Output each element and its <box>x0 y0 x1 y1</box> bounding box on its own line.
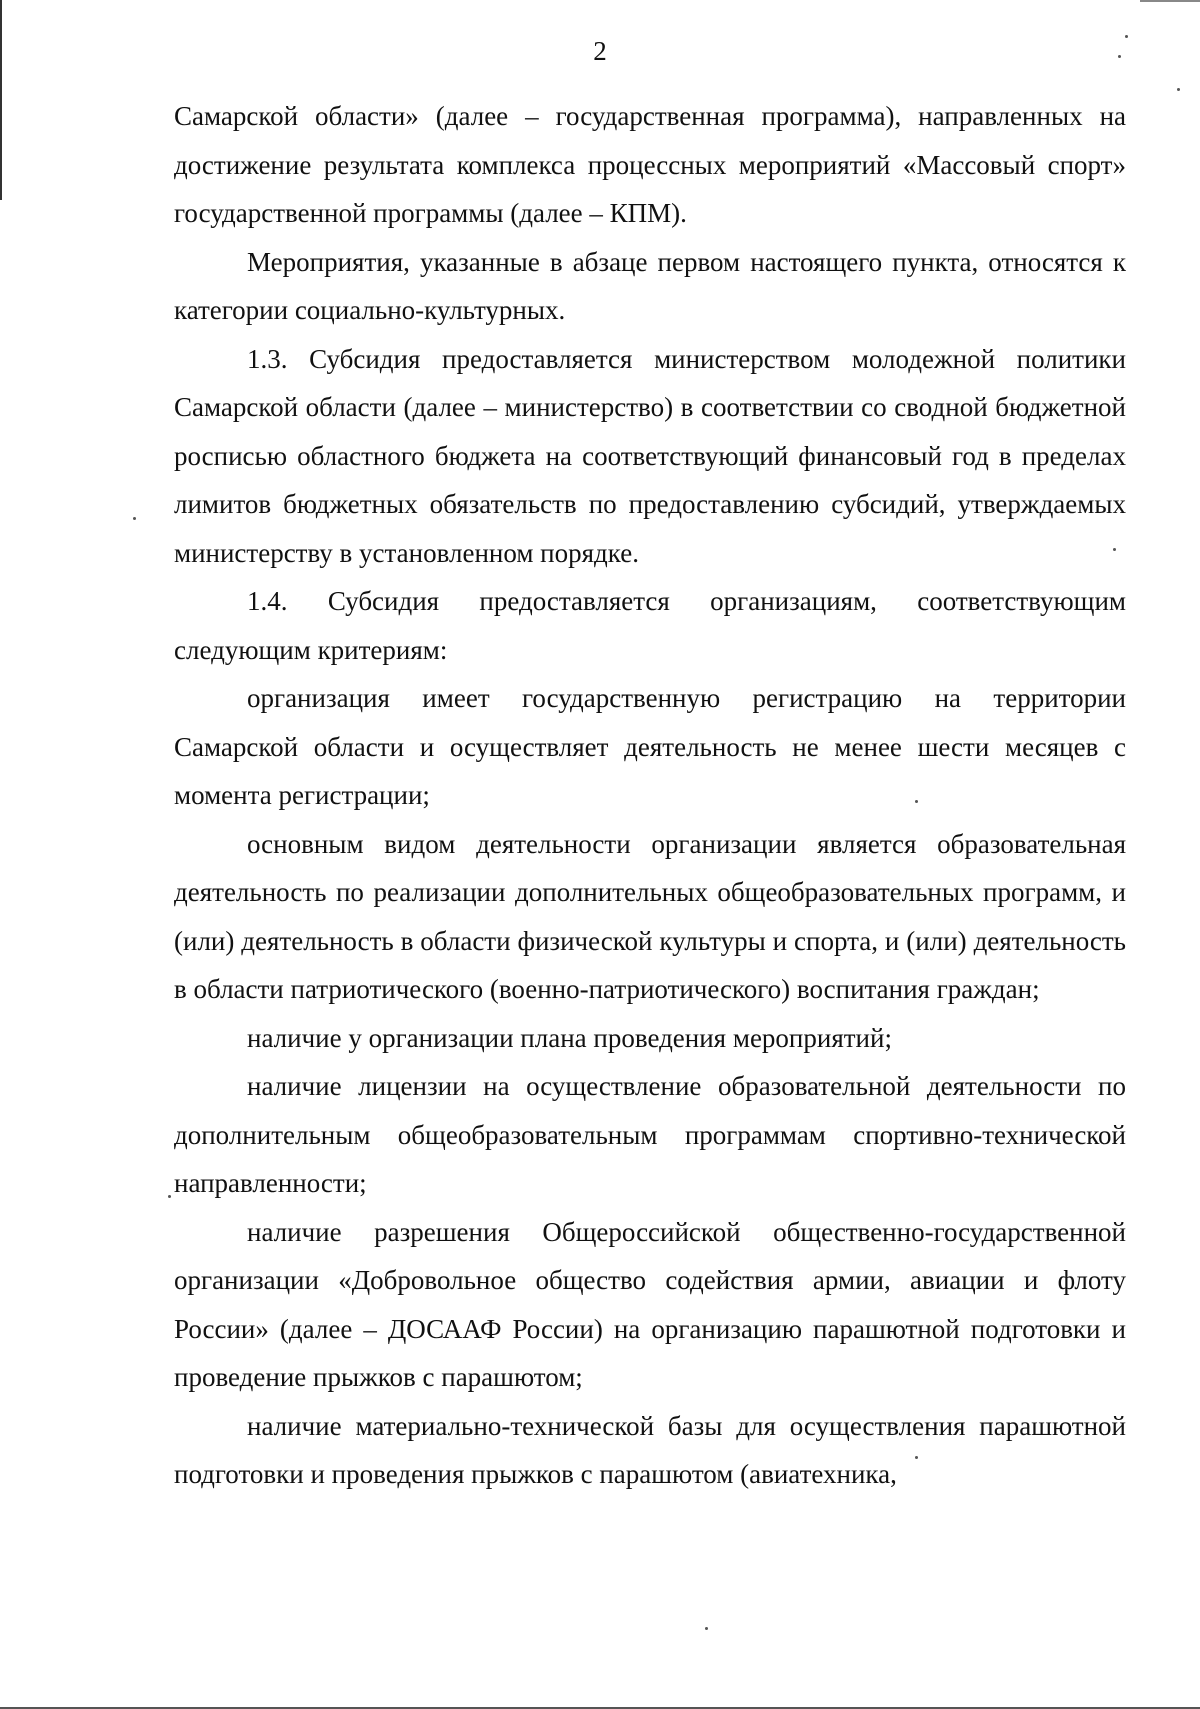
page-number: 2 <box>593 36 607 66</box>
scan-speck <box>915 1456 918 1459</box>
paragraph-7: наличие у организации плана проведения мероприятий; <box>247 1022 892 1053</box>
paragraph-2: Мероприятия, указанные в абзаце первом настоящего пункта, относятся к категории социально-культурных. <box>174 246 1126 325</box>
scan-edge-top <box>1140 0 1200 2</box>
paragraph-10: наличие материально-технической базы для осуществления парашютной подготовки и проведения прыжков с парашютом (авиатехника, <box>174 1410 1126 1489</box>
paragraph-8: наличие лицензии на осуществление образовательной деятельности по дополнительным общеобразовательным программам спортивно-технической направленности; <box>174 1071 1126 1198</box>
scan-speck <box>1118 55 1121 58</box>
scan-speck <box>1125 35 1128 38</box>
scan-speck <box>915 800 918 803</box>
scan-speck <box>705 1627 708 1630</box>
scan-speck <box>168 1195 171 1198</box>
scan-speck <box>1177 88 1180 91</box>
scan-speck <box>1113 548 1116 551</box>
document-body <box>174 92 1126 1499</box>
paragraph-3: 1.3. Субсидия предоставляется министерством молодежной политики Самарской области (далее – министерство) в соответствии со сводной бюджетной росписью областного бюджета на соответствующий финансовый год в пределах лимитов бюджетных обязательств по предоставлению субсидий, утверждаемых министерству в установленном порядке. <box>174 343 1126 568</box>
paragraph-6: основным видом деятельности организации является образовательная деятельность по реализации дополнительных общеобразовательных программ, и (или) деятельность в области физической культуры и спорта, и (или) деятельность в области патриотического (военно-патриотического) воспитания граждан; <box>174 828 1126 1004</box>
paragraph-9: наличие разрешения Общероссийской общественно-государственной организации «Добровольное общество содействия армии, авиации и флоту России» (далее – ДОСААФ России) на организацию парашютной подготовки и проведение прыжков с парашютом; <box>174 1216 1126 1392</box>
scan-edge-left <box>0 0 2 200</box>
paragraph-4: 1.4. Субсидия предоставляется организациям, соответствующим следующим критериям: <box>174 586 1126 665</box>
scan-speck <box>133 517 136 520</box>
paragraph-5: организация имеет государственную регистрацию на территории Самарской области и осуществляет деятельность не менее шести месяцев с момента регистрации; <box>174 683 1126 810</box>
paragraph-1: Самарской области» (далее – государственная программа), направленных на достижение результата комплекса процессных мероприятий «Массовый спорт» государственной программы (далее – КПМ). <box>174 101 1126 228</box>
